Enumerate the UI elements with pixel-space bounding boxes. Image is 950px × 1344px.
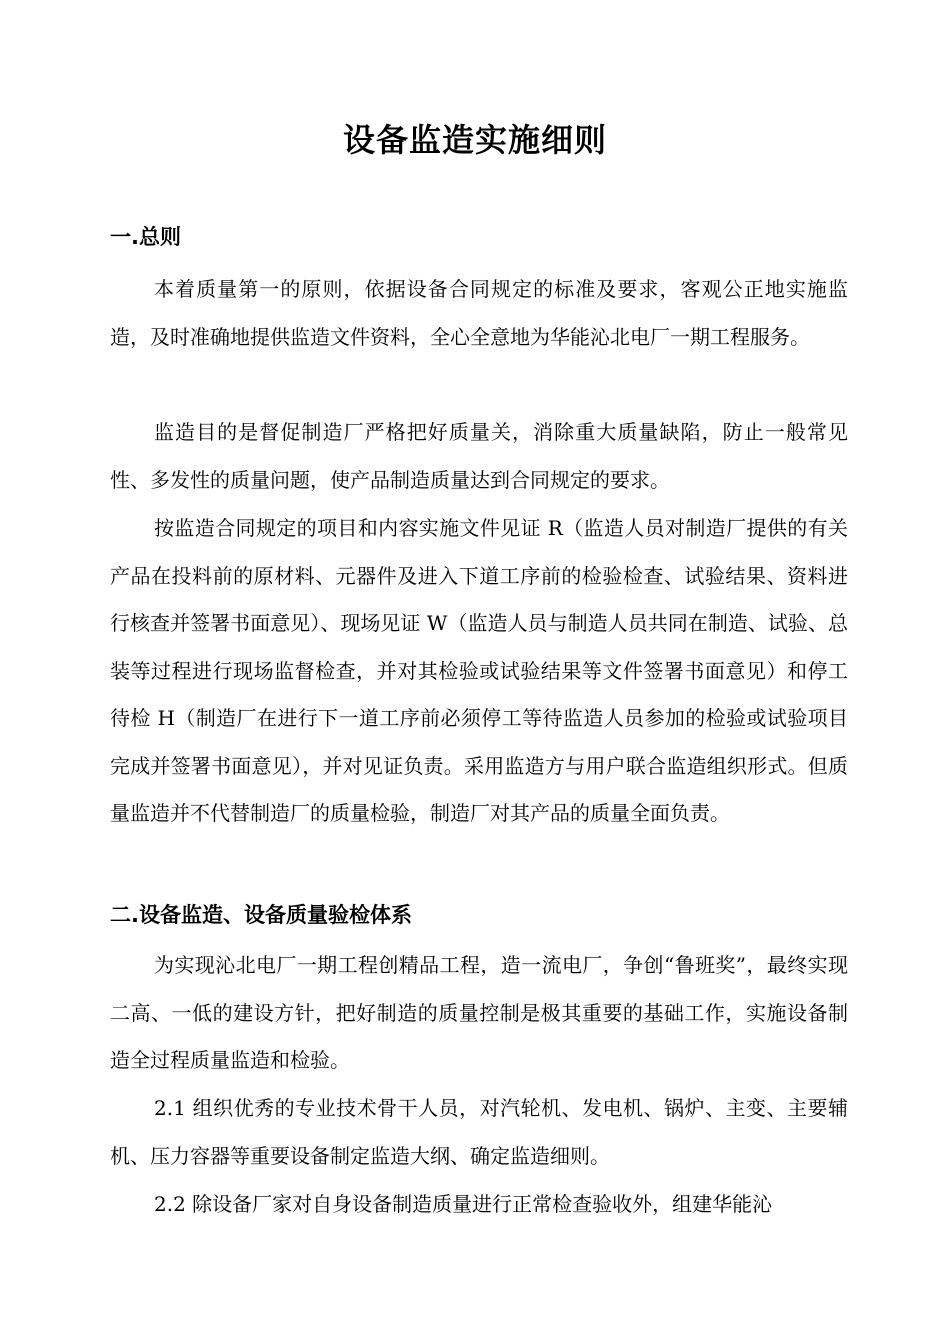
paragraph: 2.2 除设备厂家对自身设备制造质量进行正常检查验收外，组建华能沁 bbox=[154, 1192, 773, 1216]
section-heading-inspection-system: 二.设备监造、设备质量验检体系 bbox=[110, 903, 412, 927]
section-heading-general: 一.总则 bbox=[110, 225, 181, 249]
document-title: 设备监造实施细则 bbox=[342, 121, 607, 159]
paragraph: 按监造合同规定的项目和内容实施文件见证 R（监造人员对制造厂提供的有关产品在投料前的原材料、元器件及进入下道工序前的检验检查、试验结果、资料进行核查并签署书面意见）、现场见证 W（监造人员与制造人员共同在制造、试验、总装等过程进行现场监督检查，并对其检验或试验结果等文件签署书面意见）和停工待检 H（制造厂在进行下一道工序前必须停工等待监造人员参加的检验或试验项目完成并签署书面意见），并对见证负责。采用监造方与用户联合监造组织形式。但质量监造并不代替制造厂的质量检验，制造厂对其产品的质量全面负责。 bbox=[110, 516, 848, 825]
paragraph: 本着质量第一的原则，依据设备合同规定的标准及要求，客观公正地实施监造，及时准确地提供监造文件资料，全心全意地为华能沁北电厂一期工程服务。 bbox=[110, 277, 848, 349]
paragraph: 2.1 组织优秀的专业技术骨干人员，对汽轮机、发电机、锅炉、主变、主要辅机、压力容器等重要设备制定监造大纲、确定监造细则。 bbox=[110, 1096, 848, 1168]
paragraph: 监造目的是督促制造厂严格把好质量关，消除重大质量缺陷，防止一般常见性、多发性的质量问题，使产品制造质量达到合同规定的要求。 bbox=[110, 420, 848, 492]
paragraph: 为实现沁北电厂一期工程创精品工程，造一流电厂，争创“鲁班奖”，最终实现二高、一低的建设方针，把好制造的质量控制是极其重要的基础工作，实施设备制造全过程质量监造和检验。 bbox=[110, 953, 848, 1072]
